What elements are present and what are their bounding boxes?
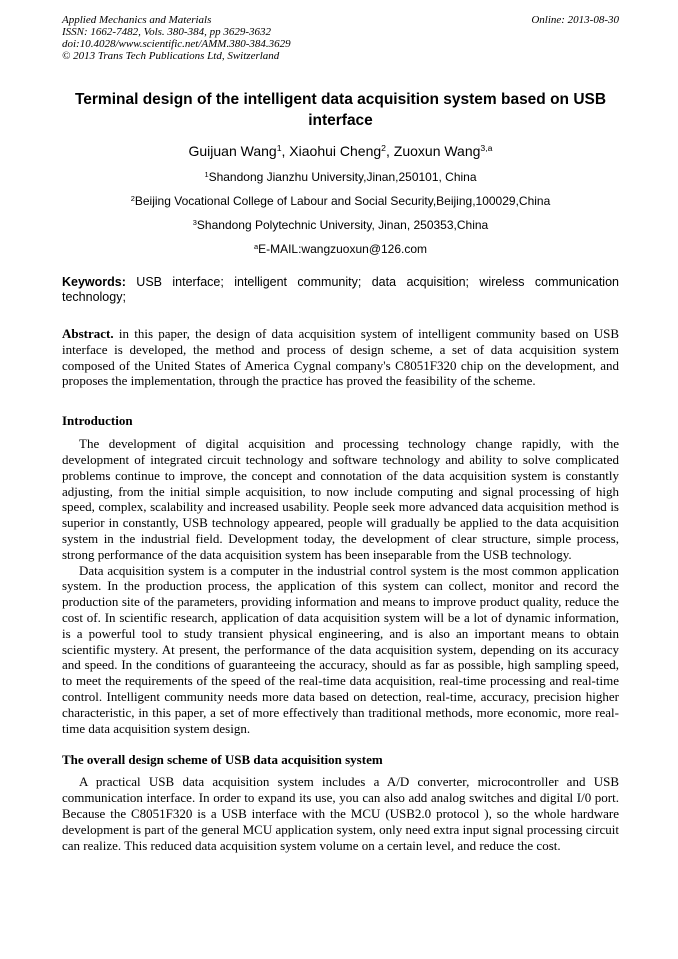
paragraph: A practical USB data acquisition system includes a A/D converter, microcontroller and USB communication interface. In order to expand its use, you can also add analog switches and digital I/0 port. Because the C8051F320 is a USB interface with the MCU (USB2.0 protocol ), so the whole hardware development is part of the general MCU application system, only need extra input signal processing circuit can realize. This reduced data acquisition system volume on a certain level, and reduce the cost. <box>62 774 619 853</box>
abstract-label: Abstract. <box>62 326 114 341</box>
keywords-block <box>62 275 619 305</box>
authors-line <box>62 143 619 160</box>
online-date: Online: 2013-08-30 <box>531 14 619 26</box>
affiliation-line <box>62 195 619 208</box>
section-heading-overall-design: The overall design scheme of USB data acquisition system <box>62 752 383 768</box>
author-superscript: 2 <box>381 143 386 154</box>
affiliation-line <box>62 219 619 232</box>
copyright-line: © 2013 Trans Tech Publications Ltd, Switzerland <box>62 50 280 62</box>
issn-line: ISSN: 1662-7482, Vols. 380-384, pp 3629-3632 <box>62 26 271 38</box>
affiliation-superscript: 1 <box>204 169 209 179</box>
affiliation-text: Shandong Polytechnic University, Jinan, 250353,China <box>196 218 489 232</box>
email-text: E-MAIL:wangzuoxun@126.com <box>258 242 428 256</box>
author-name <box>189 143 282 159</box>
paragraph: The development of digital acquisition and processing technology change rapidly, with the development of integrated circuit technology and software technology and ability to solve complicated problems continue to improve, the concept and connotation of the data acquisition system is constantly adjusting, from the initial simple acquisition, to now include computing and signal processing of high speed, complex, scalability and increased usability. People seek more advanced data acquisition method is superior in constantly, USB technology appeared, people will gradually be applied to the data acquisition system in the industrial field. Development today, the development of clear structure, simple process, strong performance of the data acquisition system has been inseparable from the USB technology. <box>62 436 619 562</box>
author-name <box>386 143 492 159</box>
section-heading-introduction: Introduction <box>62 413 133 429</box>
affiliation-superscript: 2 <box>130 193 135 203</box>
journal-name: Applied Mechanics and Materials <box>62 14 212 26</box>
affiliation-line <box>62 171 619 184</box>
author-name-text: , Xiaohui Cheng <box>281 143 382 159</box>
author-name-text: , Zuoxun Wang <box>386 143 481 159</box>
paragraph: Data acquisition system is a computer in the industrial control system is the most common application system. In the production process, the application of this system can collect, monitor and record the production site of the parameters, providing information and means to improve product quality, reduce the cost of. In scientific research, application of data acquisition system will be a lot of dynamic information, is a powerful tool to study transient physical engineering, and is also an important means to obtain scientific mystery. At present, the performance of the data acquisition system, depending on its accuracy and speed. In the conditions of guaranteeing the accuracy, should as far as possible, high sampling speed, to meet the requirements of the speed of the real-time data acquisition, real-time processing and real-time control. Intelligent community needs more data based on detection, real-time, accuracy, precision higher characteristic, in this paper, a set of more effectively than traditional methods, more economic, more real-time data acquisition system design. <box>62 562 619 736</box>
affiliation-superscript: 3 <box>192 217 197 227</box>
author-name-text: Guijuan Wang <box>188 143 277 159</box>
journal-header <box>62 14 619 62</box>
affiliation-text: Shandong Jianzhu University,Jinan,250101, China <box>208 170 477 184</box>
journal-header-left <box>62 14 291 62</box>
email-line <box>62 243 619 256</box>
affiliation-text: Beijing Vocational College of Labour and Social Security,Beijing,100029,China <box>134 194 551 208</box>
abstract-block <box>62 326 619 389</box>
author-superscript: 3,a <box>480 143 493 154</box>
abstract-text: in this paper, the design of data acquisition system of intelligent community based on USB interface is developed, the method and process of design scheme, a set of data acquisition system composed of the United States of America Cygnal company's C8051F320 chip on the development, and proposes the implementation, through the practice has proved the feasibility of the scheme. <box>62 326 619 389</box>
paper-title: Terminal design of the intelligent data acquisition system based on USB interface <box>74 91 607 129</box>
email-superscript: a <box>253 241 259 251</box>
keywords-label: Keywords: <box>62 275 126 289</box>
author-superscript: 1 <box>276 143 282 154</box>
author-name <box>282 143 386 159</box>
keywords-text: USB interface; intelligent community; data acquisition; wireless communication technology; <box>62 275 619 304</box>
doi-line: doi:10.4028/www.scientific.net/AMM.380-384.3629 <box>62 38 291 50</box>
